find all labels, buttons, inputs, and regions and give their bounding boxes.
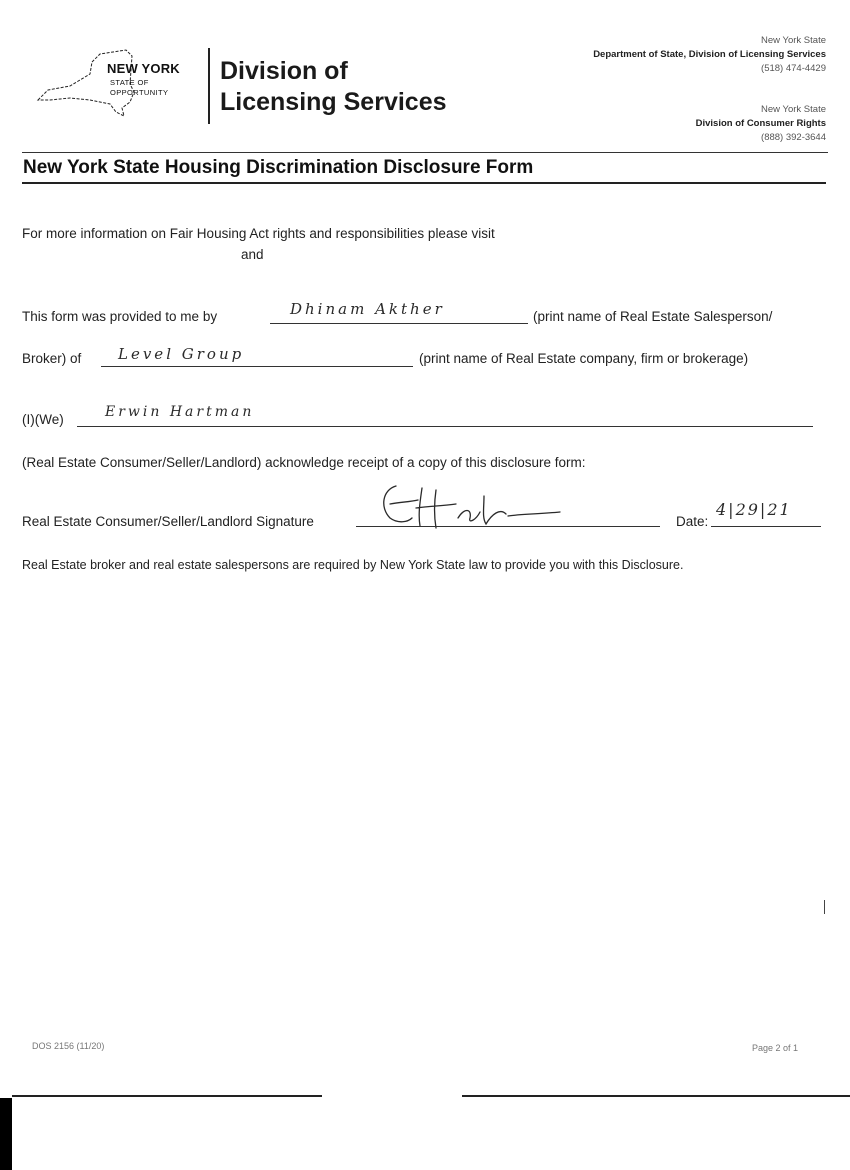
division-name-line-1: Division of xyxy=(220,57,348,85)
contact-1-phone: (518) 474-4429 xyxy=(761,63,826,74)
contact-1-office: Department of State, Division of Licensing Services xyxy=(593,49,826,60)
form-code: DOS 2156 (11/20) xyxy=(32,1041,105,1051)
title-rule-bottom xyxy=(22,182,826,184)
salesperson-name-line xyxy=(270,323,528,324)
brokerage-name-field[interactable]: Level Group xyxy=(118,345,245,363)
contact-2-office: Division of Consumer Rights xyxy=(695,118,826,129)
info-and: and xyxy=(241,247,264,262)
logo-tagline-line-2: OPPORTUNITY xyxy=(110,88,169,97)
signature-line xyxy=(356,526,660,527)
info-text: For more information on Fair Housing Act rights and responsibilities please visit xyxy=(22,226,495,241)
scan-artifact-line-left xyxy=(12,1095,322,1097)
form-title: New York State Housing Discrimination Disclosure Form xyxy=(23,157,534,178)
brokerage-name-line xyxy=(101,366,413,367)
scan-artifact-line-right xyxy=(462,1095,850,1097)
date-field[interactable]: 4|29|21 xyxy=(716,500,792,519)
logo-tagline-line-1: STATE OF xyxy=(110,78,149,87)
logo-state-name: NEW YORK xyxy=(107,61,180,76)
page-number: Page 2 of 1 xyxy=(752,1043,799,1053)
scan-artifact-bar xyxy=(0,1098,12,1170)
date-label: Date: xyxy=(676,514,709,529)
contact-2-phone: (888) 392-3644 xyxy=(761,132,826,143)
date-line xyxy=(711,526,821,527)
consumer-name-field[interactable]: Erwin Hartman xyxy=(105,404,255,420)
salesperson-hint: (print name of Real Estate Salesperson/ xyxy=(533,309,773,324)
contact-1-state: New York State xyxy=(761,35,826,46)
logo-divider xyxy=(208,48,210,124)
broker-label: Broker) of xyxy=(22,351,82,366)
brokerage-hint: (print name of Real Estate company, firm or brokerage) xyxy=(419,351,749,366)
acknowledge-text: (Real Estate Consumer/Seller/Landlord) acknowledge receipt of a copy of this disclosure form: xyxy=(22,455,586,470)
provided-by-label: This form was provided to me by xyxy=(22,309,218,324)
consumer-label: (I)(We) xyxy=(22,412,64,427)
legal-notice: Real Estate broker and real estate salespersons are required by New York State law to provide you with this Disclosure. xyxy=(22,558,684,572)
signature-field[interactable] xyxy=(360,478,600,538)
title-rule-top xyxy=(22,152,828,153)
division-name-line-2: Licensing Services xyxy=(220,88,447,116)
consumer-name-line xyxy=(77,426,813,427)
contact-2-state: New York State xyxy=(761,104,826,115)
salesperson-name-field[interactable]: Dhinam Akther xyxy=(290,300,445,318)
scan-artifact-mark xyxy=(824,900,825,914)
signature-label: Real Estate Consumer/Seller/Landlord Signature xyxy=(22,514,314,529)
